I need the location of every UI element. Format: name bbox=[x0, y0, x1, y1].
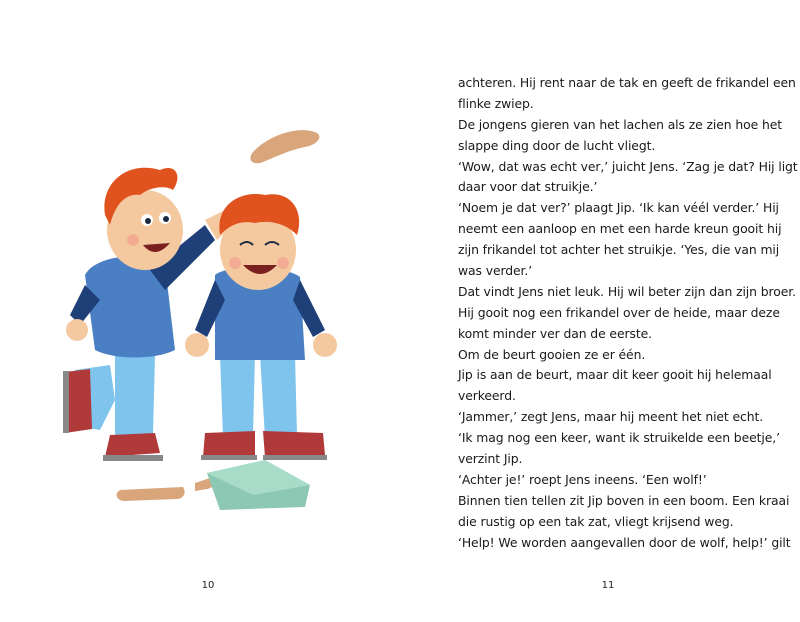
text-line: neemt een aanloop en met een harde kreun gooit hij bbox=[458, 221, 782, 237]
text-line: flinke zwiep. bbox=[458, 95, 534, 111]
text-line: verzint Jip. bbox=[458, 451, 523, 467]
frikandel-ground bbox=[117, 487, 185, 501]
text-line: daar voor dat struikje.’ bbox=[458, 179, 598, 195]
right-page bbox=[400, 0, 800, 622]
page-number-left: 10 bbox=[201, 580, 215, 591]
text-line: De jongens gieren van het lachen als ze zien hoe het bbox=[458, 116, 782, 132]
two-boys-throwing-frikandellen-icon bbox=[55, 115, 355, 515]
text-line: verkeerd. bbox=[458, 388, 516, 404]
text-line: ‘Help! We worden aangevallen door de wolf, help!’ gilt bbox=[458, 534, 791, 550]
text-line: komt minder ver dan de eerste. bbox=[458, 325, 652, 341]
text-line: Dat vindt Jens niet leuk. Hij wil beter zijn dan zijn broer. bbox=[458, 283, 796, 299]
text-line: ‘Achter je!’ roept Jens ineens. ‘Een wolf!’ bbox=[458, 471, 707, 487]
flying-frikandel bbox=[250, 130, 319, 163]
text-line: achteren. Hij rent naar de tak en geeft de frikandel een bbox=[458, 75, 796, 90]
text-line: ‘Ik mag nog een keer, want ik struikelde een beetje,’ bbox=[458, 430, 780, 446]
story-text bbox=[458, 73, 798, 553]
text-line: ‘Wow, dat was echt ver,’ juicht Jens. ‘Zag je dat? Hij ligt bbox=[458, 158, 798, 174]
illustration bbox=[55, 115, 355, 515]
text-line: ‘Noem je dat ver?’ plaagt Jip. ‘Ik kan véél verder.’ Hij bbox=[458, 200, 779, 216]
text-line: zijn frikandel tot achter het struikje. ‘Yes, die van mij bbox=[458, 242, 780, 258]
text-line: die rustig op een tak zat, vliegt krijsend weg. bbox=[458, 513, 734, 529]
text-line: was verder.’ bbox=[458, 263, 533, 279]
page-number-right: 11 bbox=[601, 580, 615, 591]
text-line: Jip is aan de beurt, maar dit keer gooit hij helemaal bbox=[458, 367, 772, 383]
text-line: slappe ding door de lucht vliegt. bbox=[458, 137, 656, 153]
text-line: ‘Jammer,’ zegt Jens, maar hij meent het niet echt. bbox=[458, 409, 764, 425]
text-line: Om de beurt gooien ze er één. bbox=[458, 346, 646, 362]
text-line: Binnen tien tellen zit Jip boven in een boom. Een kraai bbox=[458, 492, 790, 508]
text-line: Hij gooit nog een frikandel over de heide, maar deze bbox=[458, 304, 780, 320]
